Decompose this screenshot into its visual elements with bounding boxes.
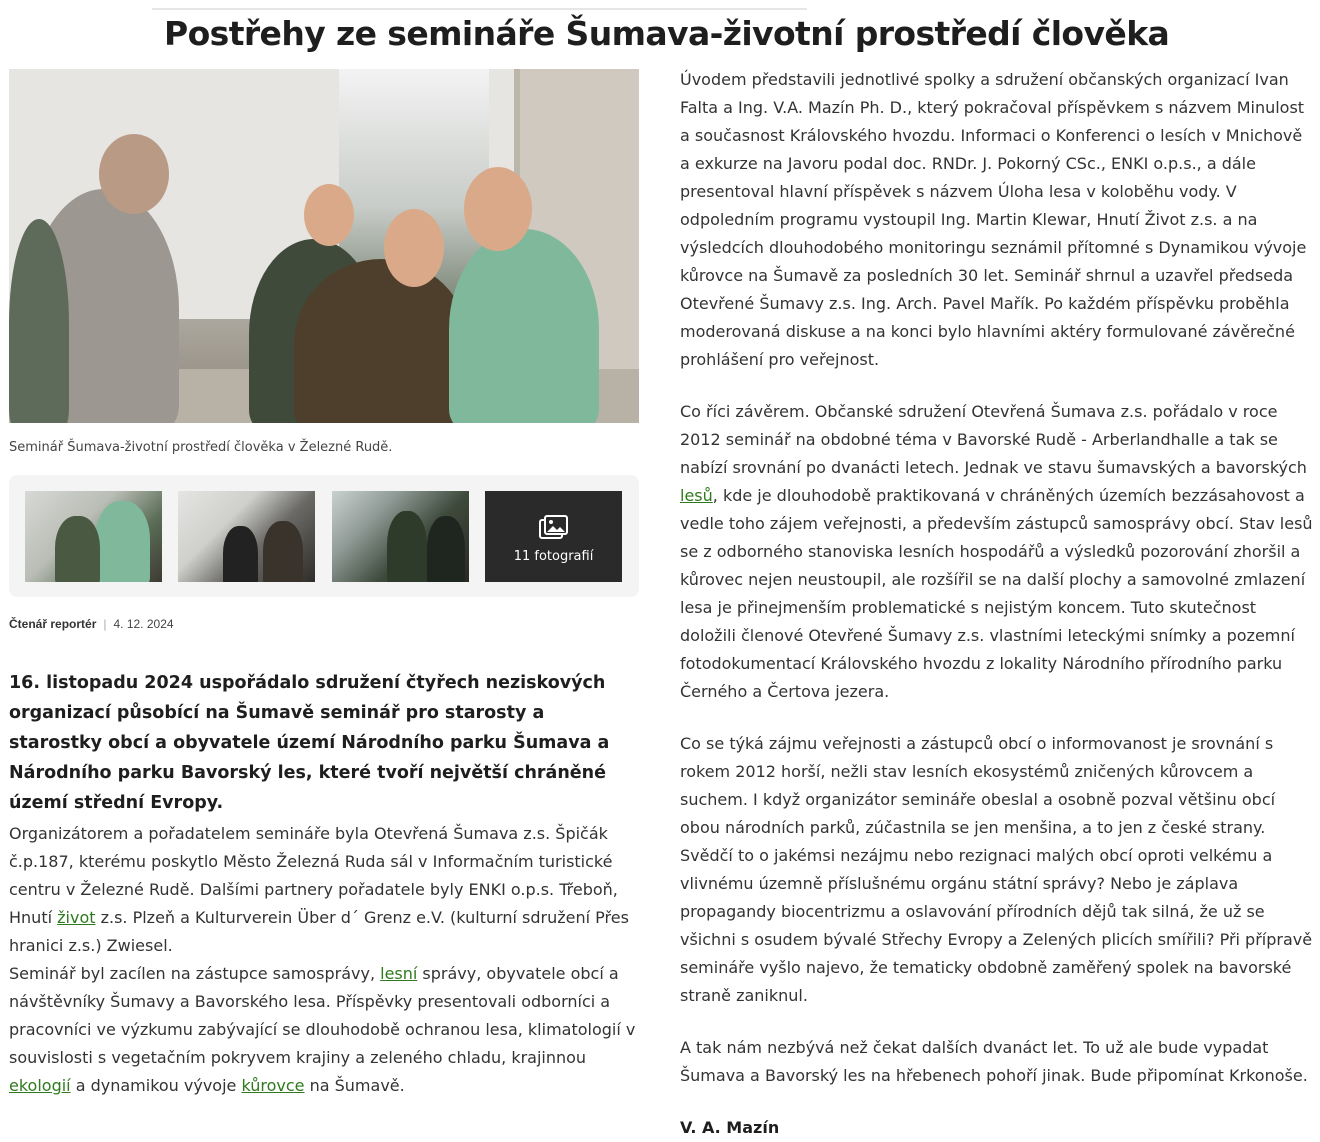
paragraph-gap [680,1090,1315,1114]
gallery-thumbnail[interactable] [25,491,162,582]
text: správy, obyvatele obcí a návštěvníky Šumavy a Bavorského lesa. Příspěvky presentovali odborníci a pracovníci ve výzkumu zabývající se dlouhodobě ochranou lesa, klimatologií v souvislosti s vegetačním pokryvem krajiny a zeleného chladu, krajinnou [9,964,636,1067]
photo-person [449,229,599,423]
photo-gallery [9,475,639,597]
text: na Šumavě. [304,1076,405,1095]
paragraph [680,398,1315,706]
thumb-figure [427,516,465,582]
text: Seminář byl zacílen na zástupce samosprávy, [9,964,381,983]
article-meta [9,617,174,631]
meta-separator: | [103,617,107,631]
gallery-thumbnail[interactable] [332,491,469,582]
link-lesu[interactable]: lesů [680,486,713,505]
text: Organizátorem a pořadatelem semináře byla Otevřená Šumava z.s. Špičák č.p.187, kterému poskytlo Město Železná Ruda sál v Informačním turistické centru v Železné Rudě. Dalšími partnery pořadatele byly ENKI o.p.s. Třeboň, Hnutí [9,824,618,927]
text: a dynamikou vývoje [70,1076,242,1095]
link-ekologie[interactable]: ekologií [9,1076,71,1095]
article-body-right [680,66,1315,1142]
gallery-icon [539,515,569,541]
paragraph-gap [680,1010,1315,1034]
article-title: Postřehy ze semináře Šumava-životní prostředí člověka [164,14,1170,53]
author-name[interactable]: Čtenář reportér [9,617,97,631]
thumb-figure [223,526,258,582]
paragraph [9,820,639,960]
article-perex: 16. listopadu 2024 uspořádalo sdružení čtyřech neziskových organizací působící na Šumavě seminář pro starosty a starostky obcí a obyvatele území Národního parku Šumava a Národního parku Bavorský les, které tvoří největší chráněné území střední Evropy. [9,673,610,813]
thumb-figure [263,521,303,582]
main-photo[interactable] [9,69,639,423]
article-body-left [9,820,639,1100]
paragraph-gap [680,706,1315,730]
thumb-figure [55,516,100,582]
paragraph [9,960,639,1100]
photo-person [9,219,69,423]
paragraph: Co se týká zájmu veřejnosti a zástupců obcí o informovanost je srovnání s rokem 2012 horší, nežli stav lesních ekosystémů zničených kůrovcem a suchem. I když organizátor semináře obeslal a osobně pozval většinu obcí obou národních parků, zúčastnila se jen menšina, a to jen z české strany. Svědčí to o jakémsi nezájmu nebo rezignaci malých obcí oproti velkému a vlivnému územně příslušnému orgánu státní správy? Nebo je záplava propagandy biocentrizmu a oslavování přírodních dějů tak silná, že už se všichni s osudem bývalé Střechy Evropy a Zelených plicích smířili? Při přípravě semináře vyšlo najevo, že tematicky obdobně zaměřený spolek na bavorské straně zaniknul. [680,734,1313,1005]
gallery-count: 11 fotografií [513,549,594,564]
text: , kde je dlouhodobě praktikovaná v chráněných územích bezzásahovost a vedle toho zájem veřejnosti, a především zástupců samosprávy obcí. Stav lesů se z odborného stanoviska lesních hospodářů a výsledků pozorování zhoršil a kůrovec nejen neustoupil, ale rozšířil se na další plochy a samovolné zmlazení lesa je přinejmenším problematické s nejistým koncem. Tuto skutečnost doložili členové Otevřené Šumavy z.s. vlastními leteckými snímky a pozemní fotodokumentací Královského hvozdu z lokality Národního přírodního parku Černého a Čertova jezera. [680,486,1313,701]
photo-person [294,259,469,423]
photo-head [304,184,354,246]
photo-caption: Seminář Šumava-životní prostředí člověka v Železné Rudě. [9,440,393,455]
link-kurovce[interactable]: kůrovce [241,1076,305,1095]
thumb-figure [387,511,427,582]
article-signature: V. A. Mazín [680,1118,780,1137]
gallery-thumbnail[interactable] [178,491,315,582]
photo-head [464,167,532,251]
paragraph: A tak nám nezbývá než čekat dalších dvanáct let. To už ale bude vypadat Šumava a Bavorský les na hřebenech pohoří jinak. Bude připomínat Krkonoše. [680,1038,1308,1085]
thumb-figure [95,501,150,582]
gallery-more-button[interactable] [485,491,622,582]
paragraph: Úvodem představili jednotlivé spolky a sdružení občanských organizací Ivan Falta a Ing. V.A. Mazín Ph. D., který pokračoval příspěvkem s názvem Minulost a současnost Královského hvozdu. Informaci o Konferenci o lesích v Mnichově a exkurze na Javoru podal doc. RNDr. J. Pokorný CSc., ENKI o.p.s., a dále presentoval hlavní příspěvek s názvem Úloha lesa v koloběhu vody. V odpoledním programu vystoupil Ing. Martin Klewar, Hnutí Život z.s. a na výsledcích dlouhodobého monitoringu seznámil přítomné s Dynamikou vývoje kůrovce na Šumavě za posledních 30 let. Seminář shrnul a uzavřel předseda Otevřené Šumavy z.s. Ing. Arch. Pavel Mařík. Po každém příspěvku proběhla moderovaná diskuse a na konci bylo hlavními aktéry formulované závěrečné prohlášení pro veřejnost. [680,70,1307,369]
text: Co říci závěrem. Občanské sdružení Otevřená Šumava z.s. pořádalo v roce 2012 seminář na obdobné téma v Bavorské Rudě - Arberlandhalle a tak se nabízí srovnání po dvanácti letech. Jednak ve stavu šumavských a bavorských [680,402,1307,477]
text: z.s. Plzeň a Kulturverein Über d´ Grenz e.V. (kulturní sdružení Přes hranici z.s.) Zwiesel. [9,908,629,955]
link-zivot[interactable]: život [57,908,96,927]
link-lesni[interactable]: lesní [380,964,418,983]
photo-head [99,134,169,214]
photo-head [384,209,444,287]
publish-date: 4. 12. 2024 [113,617,174,631]
paragraph-gap [680,374,1315,398]
